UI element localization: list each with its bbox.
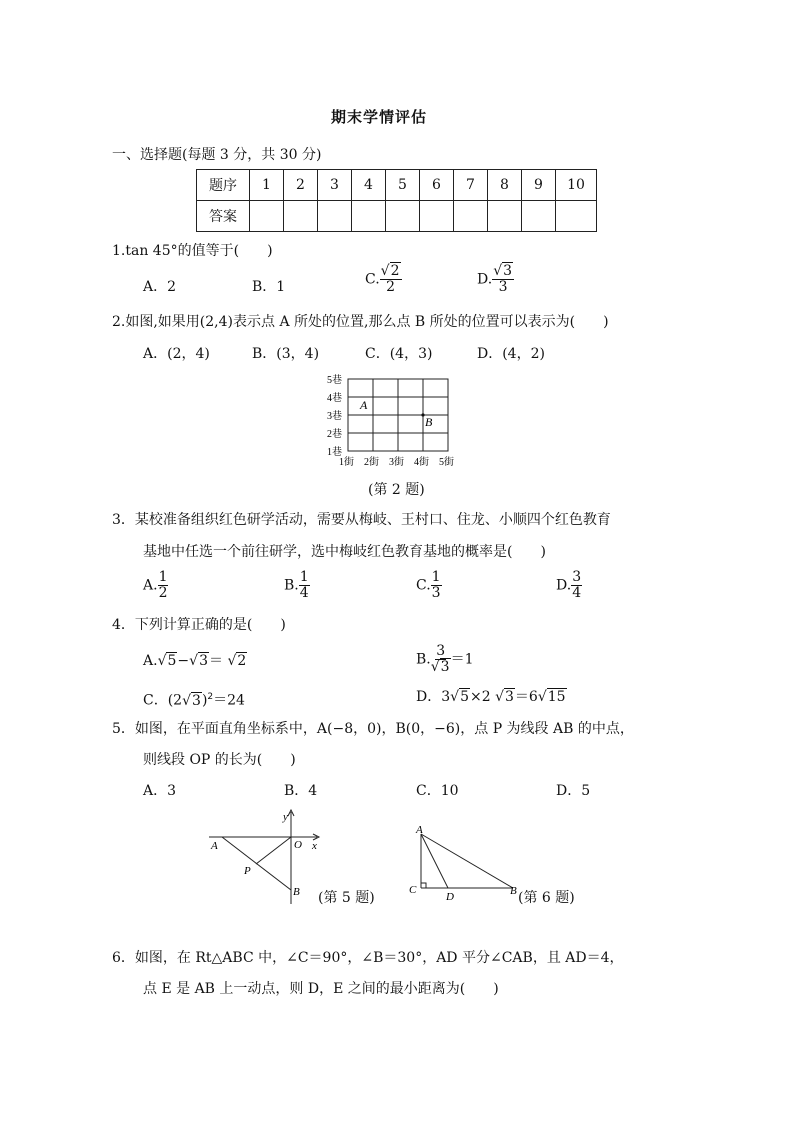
- q3-option-b: B. $\frac{1}{4}$: [284, 569, 309, 601]
- q5-option-b: B．4: [284, 783, 318, 799]
- table-header-cell: 题序: [197, 170, 250, 201]
- q5-option-c: C．10: [416, 783, 459, 799]
- answer-cell[interactable]: [488, 201, 522, 232]
- fraction: $\frac{√2}{2}$: [380, 263, 400, 295]
- table-header-cell: 5: [386, 170, 420, 201]
- fraction: $\frac{3}{4}$: [572, 569, 582, 601]
- grid-col-label: 5街: [439, 457, 454, 468]
- grid-row-label: 4巷: [327, 393, 342, 404]
- q1-option-c: [365, 264, 402, 295]
- q6-caption: (第 6 题): [518, 890, 575, 906]
- table-header-cell: 8: [488, 170, 522, 201]
- q2-option-c: C．(4，3): [365, 346, 433, 362]
- q2-option-a: A．(2，4): [143, 346, 210, 362]
- table-header-cell: 9: [522, 170, 556, 201]
- q6-triangle-figure: [405, 822, 525, 902]
- q5-coordinate-figure: [205, 808, 330, 906]
- answer-cell[interactable]: [386, 201, 420, 232]
- fraction: $\frac{1}{4}$: [299, 569, 309, 601]
- table-header-cell: 6: [420, 170, 454, 201]
- q3-stem-line1: 3．某校准备组织红色研学活动，需要从梅岐、王村口、住龙、小顺四个红色教育: [112, 512, 611, 528]
- point-a-label: A: [416, 824, 423, 836]
- grid-col-label: 2街: [364, 457, 379, 468]
- answer-cell[interactable]: [454, 201, 488, 232]
- q1-option-a: A．2: [143, 279, 177, 295]
- answer-cell[interactable]: [556, 201, 597, 232]
- point-a-label: A: [211, 840, 218, 852]
- q3-option-d: D. $\frac{3}{4}$: [556, 569, 582, 601]
- section-heading: 一、选择题(每题 3 分，共 30 分): [112, 147, 322, 163]
- page-title: 期末学情评估: [331, 108, 428, 126]
- grid-col-label: 1街: [339, 457, 354, 468]
- y-axis-label: y: [283, 811, 288, 823]
- q3-stem-line2: 基地中任选一个前往研学，选中梅岐红色教育基地的概率是( ): [143, 544, 546, 560]
- grid-row-label: 3巷: [327, 411, 342, 422]
- answer-cell[interactable]: [284, 201, 318, 232]
- fraction: $\frac{3}{√3}$: [430, 643, 450, 675]
- answer-cell[interactable]: [420, 201, 454, 232]
- point-c-label: C: [409, 884, 417, 896]
- point-b-label: B: [425, 415, 433, 429]
- answer-table-answer-row: [197, 201, 597, 232]
- q2-stem: 2.如图,如果用(2,4)表示点 A 所处的位置,那么点 B 所处的位置可以表示为( ): [112, 314, 609, 330]
- q4-option-a: A.√5−√3＝ √2: [143, 653, 247, 669]
- q2-option-b: B．(3，4): [252, 346, 320, 362]
- fraction: $\frac{1}{3}$: [431, 569, 441, 601]
- q4-stem: 4．下列计算正确的是( ): [112, 617, 286, 633]
- table-header-cell: 1: [250, 170, 284, 201]
- q2-grid-figure: [325, 372, 465, 468]
- q2-option-d: D．(4，2): [477, 346, 545, 362]
- q6-stem-line1: 6．如图，在 Rt△ABC 中，∠C＝90°，∠B＝30°，AD 平分∠CAB，且 AD＝4，: [112, 950, 624, 966]
- q2-caption: (第 2 题): [368, 482, 425, 498]
- q5-stem-line1: 5．如图，在平面直角坐标系中，A(−8，0)，B(0，−6)，点 P 为线段 AB 的中点，: [112, 721, 634, 737]
- q1-option-d: [477, 264, 514, 295]
- q3-option-a: A. $\frac{1}{2}$: [143, 569, 168, 601]
- option-label: D.: [477, 271, 493, 288]
- point-b-label: B: [293, 886, 300, 898]
- fraction: $\frac{1}{2}$: [158, 569, 168, 601]
- table-header-cell: 2: [284, 170, 318, 201]
- grid-row-label: 5巷: [327, 375, 342, 386]
- q5-option-a: A．3: [143, 783, 177, 799]
- q4-option-d: D．3√5×2 √3＝6√15: [416, 689, 566, 705]
- q1-option-b: B．1: [252, 279, 286, 295]
- grid-col-label: 4街: [414, 457, 429, 468]
- answer-cell[interactable]: [250, 201, 284, 232]
- q5-option-d: D．5: [556, 783, 591, 799]
- table-header-cell: 3: [318, 170, 352, 201]
- table-header-cell: 10: [556, 170, 597, 201]
- q5-stem-line2: 则线段 OP 的长为( ): [143, 752, 296, 768]
- table-header-cell: 7: [454, 170, 488, 201]
- q3-option-c: C. $\frac{1}{3}$: [416, 569, 441, 601]
- point-p-label: P: [244, 865, 251, 877]
- answer-table: [196, 169, 597, 232]
- grid-col-label: 3街: [389, 457, 404, 468]
- answer-cell[interactable]: [352, 201, 386, 232]
- answer-cell[interactable]: [522, 201, 556, 232]
- q5-caption: (第 5 题): [318, 890, 375, 906]
- point-d-label: D: [446, 891, 454, 902]
- grid-row-label: 1巷: [327, 447, 342, 458]
- answer-table-header-row: [197, 170, 597, 201]
- option-label: C.: [365, 271, 380, 288]
- table-header-cell: 4: [352, 170, 386, 201]
- point-b-label: B: [510, 885, 517, 897]
- q1-stem: 1.tan 45°的值等于( ): [112, 243, 273, 259]
- fraction: $\frac{√3}{3}$: [493, 263, 513, 295]
- origin-label: O: [294, 839, 302, 851]
- answer-cell[interactable]: [318, 201, 352, 232]
- point-a-label: A: [360, 398, 368, 412]
- table-row-label: 答案: [197, 201, 250, 232]
- q4-option-b: B. $\frac{3}{√3}$ ＝1: [416, 643, 474, 675]
- grid-row-label: 2巷: [327, 429, 342, 440]
- q6-stem-line2: 点 E 是 AB 上一动点，则 D，E 之间的最小距离为( ): [143, 981, 499, 997]
- q4-option-c: C．$(2√3)^2=24$: [143, 692, 245, 709]
- x-axis-label: x: [312, 840, 317, 852]
